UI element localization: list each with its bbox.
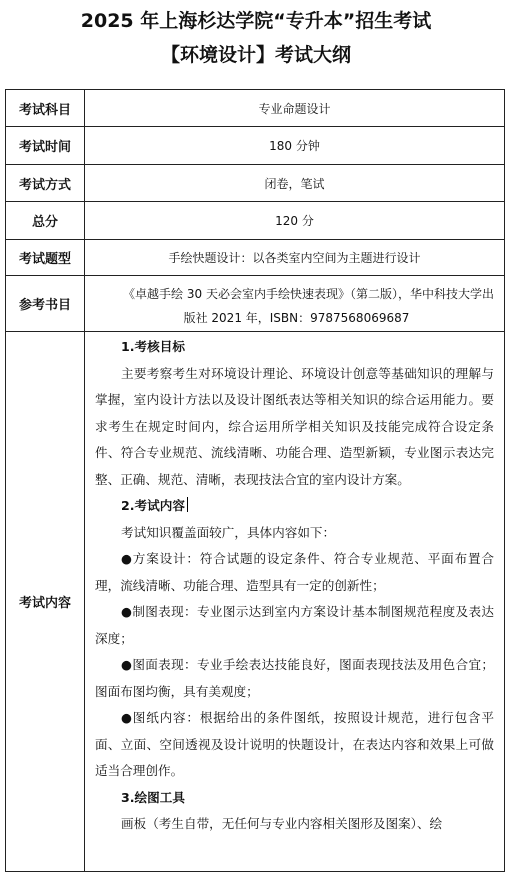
table-row: [6, 276, 505, 332]
section-text-1: 主要考察考生对环境设计理论、环境设计创意等基础知识的理解与掌握，室内设计方法以及设计图纸表达等相关知识的综合运用能力。要求考生在规定时间内，综合运用所学相关知识及技能完成符合设定条件、符合专业规范、流线清晰、功能合理、造型新颖，专业图示表达完整、正确、规范、清晰，表现技法合宜的室内设计方案。: [95, 365, 494, 487]
row-label-score: 总分: [6, 202, 85, 240]
bullet-item: ●图面表现：专业手绘表达技能良好，图面表现技法及用色合宜；图面布图均衡，具有美观度；: [95, 657, 494, 699]
table-row: [6, 90, 505, 127]
row-label-question-type: 考试题型: [6, 240, 85, 276]
syllabus-table: [5, 89, 505, 872]
row-label-content: 考试内容: [6, 332, 85, 872]
row-value-reference: [85, 276, 505, 332]
table-row: [6, 240, 505, 276]
section-text-3: 画板（考生自带，无任何与专业内容相关图形及图案）、绘: [121, 816, 443, 831]
row-value-question-type: 手绘快题设计：以各类室内空间为主题进行设计: [85, 240, 505, 276]
section-heading-3: 3.绘图工具: [121, 789, 185, 805]
page-title: 2025 年上海杉达学院“专升本”招生考试: [80, 10, 432, 32]
table-row: [6, 165, 505, 202]
table-row: [6, 127, 505, 165]
row-value-score: 120 分: [85, 202, 505, 240]
row-label-subject: 考试科目: [6, 90, 85, 127]
bullet-item: ●制图表现：专业图示达到室内方案设计基本制图规范程度及表达深度；: [95, 604, 494, 646]
text-cursor: [187, 497, 188, 512]
bullet-item: ●图纸内容：根据给出的条件图纸，按照设计规范，进行包含平面、立面、空间透视及设计说明的快题设计，在表达内容和效果上可做适当合理创作。: [95, 710, 494, 778]
section-heading-2: 2.考试内容: [95, 493, 494, 520]
row-label-method: 考试方式: [6, 165, 85, 202]
row-label-reference: 参考书目: [6, 276, 85, 332]
content-cell: [85, 332, 505, 872]
section-intro-2: 考试知识覆盖面较广，具体内容如下：: [121, 524, 336, 540]
row-value-time: 180 分钟: [85, 127, 505, 165]
row-label-time: 考试时间: [6, 127, 85, 165]
table-row: [6, 332, 505, 872]
row-value-subject: 专业命题设计: [85, 90, 505, 127]
section-heading-1: 1.考核目标: [121, 339, 185, 354]
bullet-item: ●方案设计：符合试题的设定条件、符合专业规范、平面布置合理，流线清晰、功能合理、造型具有一定的创新性；: [95, 551, 494, 593]
row-value-method: 闭卷，笔试: [85, 165, 505, 202]
reference-text: 《卓越手绘 30 天必会室内手绘快速表现》（第二版），华中科技大学出版社 2021 年，ISBN：9787568069687: [123, 286, 494, 325]
table-row: [6, 202, 505, 240]
page-subtitle: 【环境设计】考试大纲: [160, 44, 351, 66]
